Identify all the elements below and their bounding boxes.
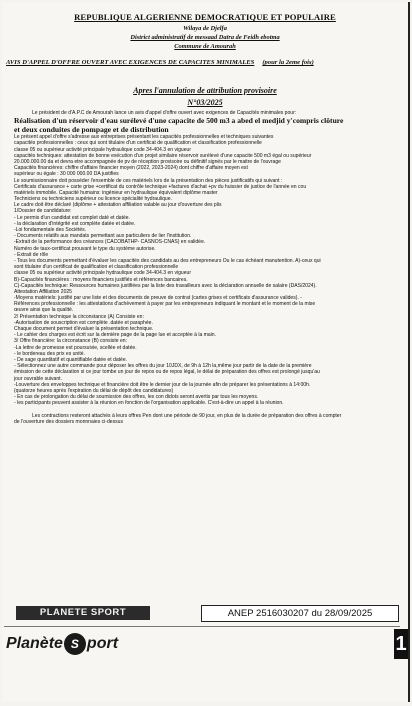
body-line: Capacités financières: chiffre d'affaire financier moyen (2022, 2023-2024) dont chiffre d'affaire moyen est [14, 165, 248, 172]
body-line: C)-Capacités technique: Ressources humaines justifiées par la liste des travailleurs avec la déclaration annuelle de salaire (DAS/2024). [14, 282, 317, 289]
body-line: matériels immobile. Capacité humains: ingénieur en hydraulique équivalent diplôme master [14, 189, 218, 196]
body-line: - Sélectionnez une autre commande pour déposer les offres du jour 10JDX, de 9h à 12h la,même jour partir de la date de la première [14, 363, 312, 370]
body-line-project: Réalisation d'un réservoir d'eau surélevé d'une capacite de 500 m3 a abed el medjid y'compris clôture [14, 116, 344, 126]
body-line: 1/Dossier de candidature: [14, 208, 72, 215]
body-line: - Extrait de rôle [14, 251, 49, 258]
attribution-heading: Apres l'annulation de attribution provisoire [133, 86, 277, 95]
district-line: District administratif de messaad Daïra de Feidh ebotma [130, 34, 280, 41]
body-line: -Autorisation de souscription est complète .datée et paraphée. [14, 319, 153, 326]
body-line: 3/ Offre financière: la circonstance (B) consiste en: [14, 338, 127, 345]
body-line: B)-Capacités financières : moyens financiers justifiés et références bancaires. [14, 276, 188, 283]
body-line: Le président de d'A.P.C de Amourah lance un avis d'appel d'offre ouvert avec exigences de Capacités minimales pour: [32, 110, 297, 116]
body-line: -Loi fondamentale des Sociétés. [14, 227, 87, 233]
body-line: - De sage quantitatif et quantifiable datée et datée. [14, 356, 128, 363]
body-line: Techniciens ou techniciens supérieur ou licence spécialité hydraulique. [14, 196, 172, 203]
page-number: 1 [394, 629, 408, 659]
footer-divider [4, 626, 400, 627]
avis-main: AVIS D'APPEL D'OFFRE OUVERT AVEC EXIGENCES DE CAPACITES MINIMALES [6, 59, 255, 66]
body-line: - le bordereau des prix es unité. [14, 350, 85, 357]
body-line: supérieur ou égale : 30 000 000.00 DA justifies [14, 171, 119, 178]
newspaper-page [2, 2, 410, 702]
body-line: 20.000.000.00 da et devra etre accompagnée de pv de réception provisoire ou définitif signés par le maitre de l'ouvrage [14, 158, 281, 165]
body-line-project: et deux conduites de pompage et de distribution [14, 125, 169, 135]
body-line: 2/ Présentation technique la circonstance (A) Consiste en: [14, 313, 144, 320]
commune-line: Commune de Amourah [174, 43, 236, 50]
planete-sport-logo [6, 631, 118, 657]
anep-reference: ANEP 2516030207 du 28/09/2025 [201, 605, 399, 622]
body-line: Les contractions resteront attachés à leurs offres Pen dont une période de 90 jour, en plus de la durée de préparation des offres à compter [32, 412, 342, 419]
body-line: - Tous les documents permettant d'évaluer les capacités des candidats au des entrepreneurs Ou le cas échéant manutention. A)-ceux qui [14, 257, 321, 264]
body-line: - Le permis d'un candidat est complet daté et datée. [14, 214, 130, 221]
avis-title [6, 59, 408, 66]
body-line: Le soumissionnaire doit posséder l'ensemble de ces matériels lors de la présentation des pièces justificatifs qui suivant : [14, 177, 283, 184]
body-line: -Extrait de la performance des créances (CACOBATHP- CASNOS-CNAS) en validée. [14, 239, 206, 246]
body-line: - Le cahier des charges est écrit sur la dernière page de la page lue et acceptée à la main. [14, 332, 216, 339]
body-line: Le présent appel d'offre s'adresse aux entreprises présentant les capacités professionnelles et techniques suivantes [14, 134, 274, 141]
body-line: - la déclaration d'intégrité est complète datée et datée. [14, 220, 136, 227]
logo-text-left: Planète [6, 635, 63, 652]
body-line: - les participants peuvent assister à la réunion en fonction de l'organisation applicable. C'est-à-dire un appel à la réunion. [14, 400, 284, 407]
body-line: jour ouvrable suivant. [14, 375, 62, 382]
body-line: émission de cette déclaration si ce jour tombe un jour de repos ou de repos légal, le délai de préparation des offres est prolongé jusqu'au [14, 369, 320, 376]
body-line: capacités techniques: attestation de bonne exécution d'un projet similaire réservoir surélevé d'une capacite 500 m3 égal ou supérieur [14, 152, 312, 159]
body-line: Attestation Affiliation 2025 [14, 288, 72, 295]
body-line: - Documents relatifs aux mandats permettant aux particuliers de lier l'institution. [14, 233, 192, 240]
body-line: -Louverture des enveloppes technique et financière doit être le dernier jour de la journée afin de préparer les présentations à 14:00h. [14, 381, 311, 388]
body-line: de l'ouverture des dossiers monnnaies ci-dessus [14, 418, 123, 425]
body-line: Chaque document permet d'évaluer la présentation technique. [14, 326, 154, 332]
avis-suffix: (pour la 2eme fois) [262, 59, 314, 66]
logo-ball-icon: S [64, 633, 86, 655]
body-line: œuvre ainsi que la qualité. [14, 307, 74, 314]
logo-text-right: port [86, 635, 119, 652]
body-line: classe 05 ou supérieur activité principale hydraulique code 34-404.3 en vigueur [14, 146, 192, 153]
body-line: -Moyens matériels: justifié par une liste et des documents de preuve de contrat (cartes grises et certificats d'assurance valides). - [14, 295, 302, 302]
body-line: classe 05 ou supérieur activité principale hydraulique code 34-404.3 en vigueur [14, 270, 192, 277]
body-line: (quatorze heures après l'expiration du délai de dépôt des candidatures) [14, 387, 174, 394]
body-line: - En cas de prolongation du délai de soumission des offres, les con didots seront avertis par tous les moyens. [14, 394, 259, 401]
body-line: Le cadre doit être déclaré (diplôme + attestation affiliation valable au jour d'ouverture des plis [14, 202, 222, 209]
wilaya-line: Wilaya de Djelfa [183, 25, 227, 32]
attribution-number: N°03/2025 [187, 98, 223, 107]
body-line: Numéro de taux-certificat prouvant le type du système autorise. [14, 245, 156, 252]
notice-body [14, 110, 394, 425]
body-line: Références professionnelle : les attestations d'achèvement à payer par les entrepreneurs indiquant le montant et le moment de la mise [14, 301, 316, 308]
body-line: capacités professionnelles : ceux qui sont titulaire d'un certificat de qualification et classification professionnelle [14, 140, 262, 147]
body-line: -La lettre de promesse est poursuivie, scellée et datée. [14, 344, 137, 351]
publication-badge: PLANETE SPORT [16, 606, 150, 620]
republic-title: REPUBLIQUE ALGERIENNE DEMOCRATIQUE ET POPULAIRE [74, 12, 336, 22]
body-line: Certificats d'assurance + carte grise +certificat du contrôle technique +factures d'achat +pv du huissier de justice de l'année en cou [14, 183, 307, 190]
body-line: sont titulaire d'un certificat de qualification et classification professionnelle [14, 264, 179, 271]
